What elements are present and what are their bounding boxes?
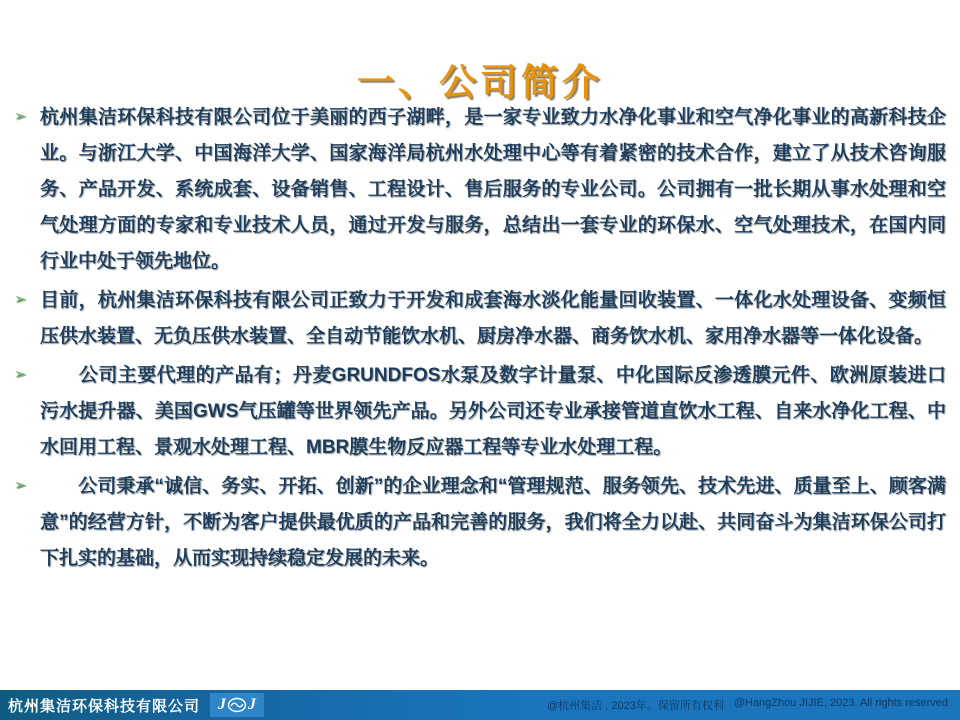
- paragraph-text-company-intro: 杭州集洁环保科技有限公司位于美丽的西子湖畔，是一家专业致力水净化事业和空气净化事业的高新科技企业。与浙江大学、中国海洋大学、国家海洋局杭州水处理中心等有着紧密的技术合作，建立了从技术咨询服务、产品开发、系统成套、设备销售、工程设计、售后服务的专业公司。公司拥有一批长期从事水处理和空气处理方面的专家和专业技术人员，通过开发与服务，总结出一套专业的环保水、空气处理技术，在国内同行业中处于领先地位。: [40, 107, 946, 272]
- arrow-bullet-icon: ➢: [14, 366, 27, 383]
- paragraph-text-agency-products: 公司主要代理的产品有；丹麦GRUNDFOS水泵及数字计量泵、中化国际反渗透膜元件、欧洲原装进口污水提升器、美国GWS气压罐等世界领先产品。另外公司还专业承接管道直饮水工程、自来水净化工程、中水回用工程、景观水处理工程、MBR膜生物反应器工程等专业水处理工程。: [40, 365, 946, 458]
- footer-company-name: 杭州集洁环保科技有限公司: [8, 697, 201, 715]
- page-title: 一、公司简介: [357, 62, 603, 103]
- paragraph-text-company-values: 公司秉承“诚信、务实、开拓、创新”的企业理念和“管理规范、服务领先、技术先进、质量至上、顾客满意”的经营方针，不断为客户提供最优质的产品和完善的服务，我们将全力以赴、共同奋斗为集洁环保公司打下扎实的基础，从而实现持续稳定发展的未来。: [40, 476, 946, 569]
- bullet-paragraph: [14, 283, 946, 355]
- logo-letter-left: J: [218, 696, 227, 713]
- copyright-chinese: @杭州集洁 , 2023年。保留所有权利: [547, 700, 724, 712]
- bullet-paragraph: [14, 100, 946, 280]
- logo-swirl-icon: [227, 697, 247, 713]
- footer-copyright: [547, 697, 948, 713]
- arrow-bullet-icon: ➢: [14, 477, 27, 494]
- bullet-paragraph: [14, 358, 946, 466]
- arrow-bullet-icon: ➢: [14, 108, 27, 125]
- logo-letter-right: J: [248, 696, 257, 713]
- bullet-paragraph: [14, 469, 946, 577]
- slide-body: [0, 100, 960, 580]
- copyright-english: @HangZhou JIJIE, 2023. All rights reserved: [733, 697, 948, 709]
- company-logo: [210, 693, 264, 717]
- footer-bar: [0, 690, 960, 720]
- paragraph-text-current-products: 目前，杭州集洁环保科技有限公司正致力于开发和成套海水淡化能量回收装置、一体化水处理设备、变频恒压供水装置、无负压供水装置、全自动节能饮水机、厨房净水器、商务饮水机、家用净水器等一体化设备。: [40, 290, 946, 347]
- arrow-bullet-icon: ➢: [14, 291, 27, 308]
